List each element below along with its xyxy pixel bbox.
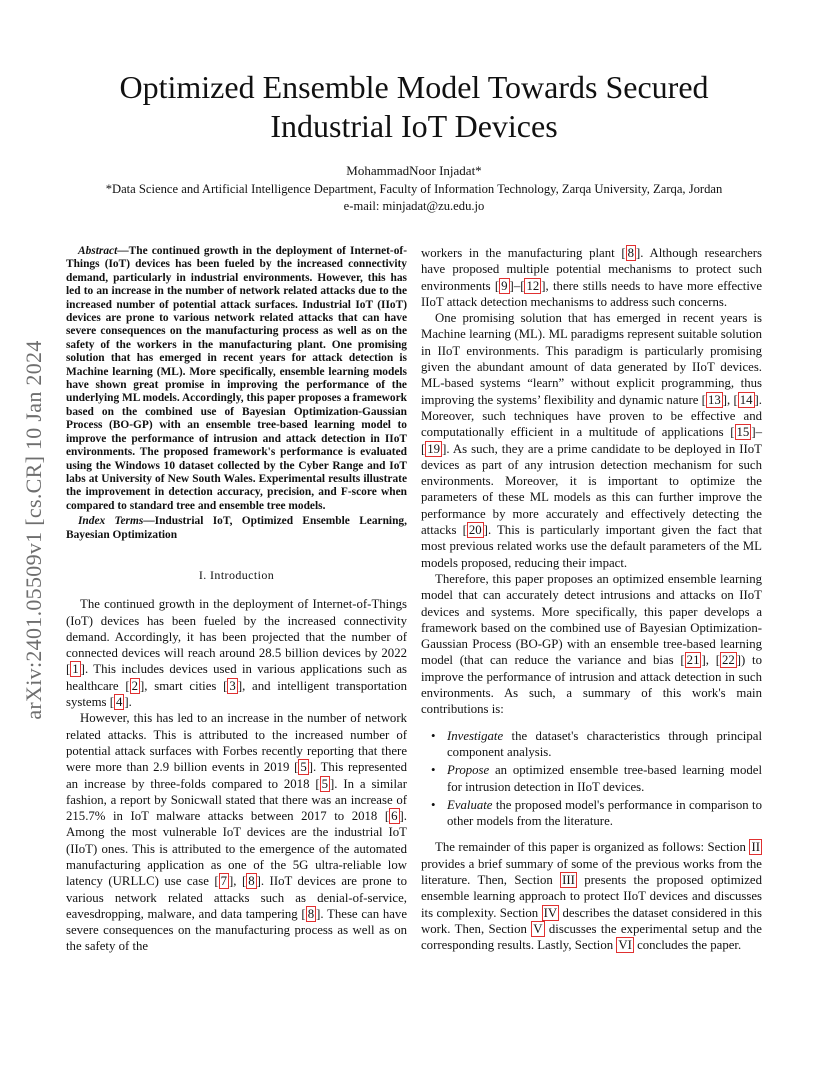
intro-paragraph-3: One promising solution that has emerged in recent years is Machine learning (ML). ML paradigms represent suitable solution in IIoT environments. This paradigm is particularly promising given the abundant amount of data generated by IIoT devices. ML-based systems “learn” without explicit programming, thus improving the systems’ flexibility and dynamic nature [ 13 ], [ 14 ]. Moreover, such techniques have proven to be effective and computationally efficient in a multitude of applications [ 15 ]–[ 19 ]. As such, they are a prime candidate to be deployed in IIoT devices as part of any intrusion detection mechanism for such environments. Moreover, it is important to optimize the parameters of these ML models as this can further improve the performance by more accurately and effectively detecting the attacks [ 20 ]. This is particularly important given the fact that most previous related works use the default parameters of the ML models proposed, reducing their impact. [421,311,762,570]
citation-link[interactable]: 3 [229,678,236,693]
citation-link[interactable]: 5 [321,776,329,791]
affiliation: *Data Science and Artificial Intelligence Department, Faculty of Information Technology, Zarqa University, Zarqa, Jordan [105,182,723,196]
list-item: • Propose an optimized ensemble tree-based learning model for intrusion detection in IIoT devices. [431,763,762,794]
title-line-2: Industrial IoT Devices [270,108,558,144]
citation-link[interactable]: 5 [300,760,307,775]
right-column [421,245,762,953]
citation-link[interactable]: 8 [307,906,315,921]
intro-paragraph-5: The remainder of this paper is organized as follows: Section II provides a brief summary of some of the previous works from the literature. Then, Section III presents the proposed optimized ensemble learning approach to protect IIoT devices and discusses its complexity. Section IV describes the dataset considered in this work. Then, Section V discusses the experimental setup and the corresponding results. Lastly, Section VI concludes the paper. [421,840,762,953]
citation-link[interactable]: 2 [131,678,138,693]
list-item: • Evaluate the proposed model's performance in comparison to other models from the literature. [431,797,762,829]
paper-title [80,68,748,146]
citation-link[interactable]: 15 [736,425,750,440]
author-name: MohammadNoor Injadat* [346,163,482,178]
citation-link[interactable]: 8 [627,246,635,260]
section-link[interactable]: II [751,840,760,855]
arxiv-identifier: arXiv:2401.05509v1 [cs.CR] 10 Jan 2024 [21,340,46,720]
section-link[interactable]: V [533,921,543,936]
section-heading-introduction: I. Introduction [198,567,275,582]
citation-link[interactable]: 4 [116,695,123,710]
intro-paragraph-1: The continued growth in the deployment of Internet-of-Things (IoT) devices has been fueled by the increased connectivity demand. Accordingly, it has been projected that the number of connected devices will reach around 28.5 billion devices by 2022 [ 1 ]. This includes devices used in various applications such as healthcare [ 2 ], smart cities [ 3 ], and intelligent transportation systems [ 4 ]. [66,597,407,710]
citation-link[interactable]: 1 [72,662,79,677]
title-line-1: Optimized Ensemble Model Towards Secured [119,69,709,105]
index-terms-label: Index Terms [78,515,144,528]
intro-paragraph-2-continued: workers in the manufacturing plant [ 8 ]. Although researchers have proposed multiple potential mechanisms to protect such environments [ 9 ]–[ 12 ], there stills needs to have more effective IIoT attack detection mechanisms to address such concerns. [421,246,763,309]
citation-link[interactable]: 9 [501,278,508,293]
index-terms-text: —Industrial IoT, Optimized Ensemble Learning, Bayesian Optimization [66,515,407,541]
index-terms [66,515,407,542]
contributions-list [421,728,762,830]
left-column [66,245,407,955]
citation-link[interactable]: 14 [739,392,753,407]
arxiv-side-stamp [14,295,54,765]
intro-paragraph-4: Therefore, this paper proposes an optimized ensemble learning model that can accurately detect intrusions and attacks on IIoT devices and systems. More specifically, this paper develops a framework based on the combined use of Bayesian Optimization-Gaussian Process (BO-GP) with an ensemble tree-based learning model (that can reduce the variance and bias [ 21 ], [ 22 ]) to improve the performance of intrusion and attack detection in such environments. As such, a summary of this work's main contributions is: [421,571,763,717]
author-email: e-mail: minjadat@zu.edu.jo [343,199,485,213]
citation-link[interactable]: 7 [220,874,228,889]
abstract-text: —The continued growth in the deployment of Internet-of-Things (IoT) devices has been fueled by the increased connectivity demand, particularly in industrial environments. However, this has led to an increase in the number of network related attacks due to the increased number of potential attack surfaces. Industrial IoT (IIoT) devices are prone to various network related attacks that can have severe consequences on the manufacturing process as well as on the safety of the workers in the manufacturing plant. One promising solution that has emerged in recent years for attack detection is Machine learning (ML). More specifically, ensemble learning models have shown great promise in improving the performance of the underlying ML models. Accordingly, this paper proposes a framework based on the combined use of Bayesian Optimization-Gaussian Process (BO-GP) with an ensemble tree-based learning model to improve the performance of intrusion and attack detection in IIoT environments. The proposed framework's performance is evaluated using the Windows 10 dataset collected by the Cyber Range and IoT labs at University of New South Wales. Experimental results illustrate the improvement in detection accuracy, precision, and F-score when compared to standard tree and ensemble tree models. [66,245,407,512]
intro-paragraph-2: However, this has led to an increase in the number of network related attacks. This is attributed to the increased number of potential attack surfaces with Forbes recently reporting that there were more than 2.9 billion events in 2019 [ 5 ]. This represented an increase by three-folds compared to 2018 [ 5 ]. In a similar fashion, a report by Sonicwall stated that there was an increase of 215.7% in IoT malware attacks between 2017 to 2018 [ 6 ]. Among the most vulnerable IoT devices are the industrial IoT (IIoT) ones. This is attributed to the emergence of the automated manufacturing application as one of the 5G ultra-reliable low latency (URLLC) use case [ 7 ], [ 8 ]. IIoT devices are prone to various network related attacks such as denial-of-service, eavesdropping, malware, and data tampering [ 8 ]. These can have severe consequences on the manufacturing process as well as on the safety of the [66,711,407,954]
citation-link[interactable]: 19 [427,441,441,456]
affiliation-block [30,181,798,215]
abstract [66,245,407,513]
citation-link[interactable]: 20 [468,523,482,538]
bullet-icon: • [431,797,436,812]
citation-link[interactable]: 6 [391,809,398,824]
citation-link[interactable]: 12 [526,278,540,293]
citation-link[interactable]: 21 [686,653,700,668]
section-link[interactable]: VI [618,938,632,953]
citation-link[interactable]: 8 [248,874,255,889]
section-link[interactable]: III [562,872,575,887]
section-link[interactable]: IV [543,905,558,920]
bullet-icon: • [431,763,436,778]
list-item: • Investigate the dataset's characteristics through principal component analysis. [431,728,762,759]
citation-link[interactable]: 22 [721,653,735,668]
abstract-label: Abstract [78,245,118,257]
citation-link[interactable]: 13 [707,392,721,407]
bullet-icon: • [431,728,436,743]
